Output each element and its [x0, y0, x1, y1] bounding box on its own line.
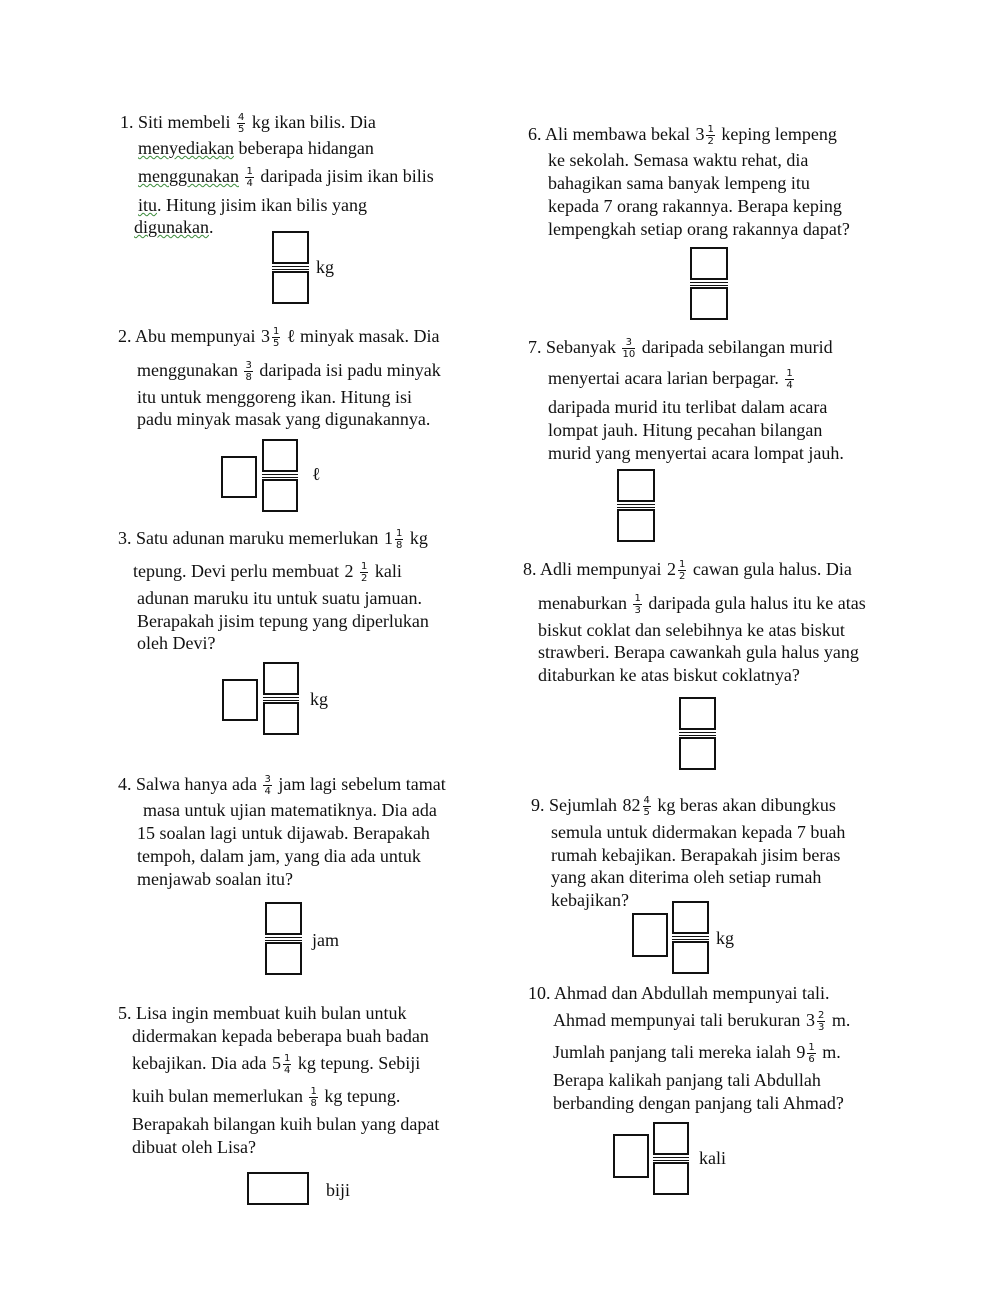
fraction-stack: [309, 1086, 317, 1109]
text: rumah kebajikan. Berapakah jisim beras: [551, 845, 841, 865]
text: Ali membawa bekal: [545, 124, 695, 144]
text: cawan gula halus. Dia: [688, 559, 852, 579]
fraction-stack: [643, 795, 651, 818]
question-text-line: [133, 560, 402, 584]
question-number: 2.: [118, 326, 132, 346]
text: itu untuk menggoreng ikan. Hitung isi: [137, 387, 412, 407]
fraction-bar: [262, 474, 298, 475]
text: menjawab soalan itu?: [137, 869, 293, 889]
numerator: 1: [310, 1086, 317, 1098]
fraction-bar: [265, 940, 302, 941]
text: kg ikan bilis. Dia: [247, 112, 376, 132]
question-text-line: [553, 1009, 850, 1033]
fraction-stack: [395, 528, 403, 551]
answer-unit: ℓ: [312, 464, 321, 484]
question-text-line: [118, 773, 446, 797]
answer-denominator-box[interactable]: [262, 479, 298, 512]
question-text-line: [553, 1069, 821, 1091]
text: Siti membeli: [138, 112, 235, 132]
whole-part: 2: [667, 559, 676, 579]
question-text-line: [132, 1052, 420, 1076]
question-text-line: [528, 336, 833, 360]
text: strawberi. Berapa cawankah gula halus yang: [538, 642, 859, 662]
text: Satu adunan maruku memerlukan: [136, 528, 383, 548]
denominator: 3: [634, 605, 641, 617]
question-text-line: [528, 982, 829, 1004]
fraction-bar: [672, 936, 709, 937]
question-text-line: [137, 822, 430, 844]
mixed-number: [260, 326, 282, 350]
fraction: [261, 774, 273, 798]
text: kebajikan. Dia ada: [132, 1053, 271, 1073]
question-number: 3.: [118, 528, 132, 548]
text: menaburkan: [538, 593, 632, 613]
answer-unit: kg: [716, 928, 734, 948]
question-number: 1.: [120, 112, 134, 132]
text: Berapa kalikah panjang tali Abdullah: [553, 1070, 821, 1090]
denominator: 5: [238, 124, 245, 136]
fraction-bar: [617, 504, 655, 505]
text: ditaburkan ke atas biskut coklatnya?: [538, 665, 800, 685]
mixed-number: [383, 528, 405, 552]
text: m.: [817, 1042, 841, 1062]
text: murid yang menyertai acara lompat jauh.: [548, 443, 844, 463]
text: biskut coklat dan selebihnya ke atas biskut: [538, 620, 845, 640]
text: lempengkah setiap orang rakannya dapat?: [548, 219, 850, 239]
numerator: 3: [622, 337, 635, 349]
answer-numerator-box[interactable]: [672, 901, 709, 934]
text: jam lagi sebelum tamat: [273, 774, 446, 794]
numerator: 1: [808, 1042, 815, 1054]
question-text-line: [138, 165, 434, 189]
text: Abu mempunyai: [135, 326, 260, 346]
fraction-bar: [672, 939, 709, 940]
answer-denominator-box[interactable]: [272, 271, 309, 304]
answer-denominator-box[interactable]: [617, 509, 655, 542]
denominator: 8: [310, 1098, 317, 1110]
whole-part: 82: [622, 795, 641, 815]
whole-part: 2: [344, 561, 358, 581]
question-text-line: [553, 1092, 844, 1114]
text: adunan maruku itu untuk suatu jamuan.: [137, 588, 422, 608]
text: kebajikan?: [551, 890, 629, 910]
fraction-stack: [706, 124, 714, 147]
text: Ahmad dan Abdullah mempunyai tali.: [554, 983, 830, 1003]
fraction-stack: [633, 593, 641, 616]
question-text-line: [132, 1136, 256, 1158]
text: Sebanyak: [546, 337, 621, 357]
denominator: 6: [808, 1054, 815, 1066]
text: tempoh, dalam jam, yang dia ada untuk: [137, 846, 421, 866]
fraction-bar: [679, 732, 716, 733]
question-text-line: [551, 889, 629, 911]
text: kepada 7 orang rakannya. Berapa keping: [548, 196, 842, 216]
question-text-line: [137, 359, 441, 383]
whole-part: 3: [261, 326, 270, 346]
question-text-line: [138, 137, 374, 159]
fraction-bar: [690, 285, 728, 286]
numerator: 1: [786, 368, 793, 380]
text: kg tepung.: [319, 1086, 401, 1106]
answer-denominator-box[interactable]: [653, 1162, 689, 1195]
spellcheck-word: menggunakan: [138, 166, 239, 186]
text: menggunakan: [137, 360, 243, 380]
fraction-bar: [617, 507, 655, 508]
fraction-bar: [265, 937, 302, 938]
numerator: 3: [245, 360, 252, 372]
text: semula untuk didermakan kepada 7 buah: [551, 822, 846, 842]
question-text-line: [538, 619, 845, 641]
mixed-number: [805, 1010, 827, 1034]
fraction-stack: [817, 1010, 825, 1033]
fraction-stack: [237, 112, 245, 135]
question-text-line: [548, 419, 822, 441]
fraction-stack: [244, 360, 252, 383]
question-text-line: [548, 218, 850, 240]
question-number: 7.: [528, 337, 542, 357]
numerator: 4: [238, 112, 245, 124]
question-text-line: [118, 325, 439, 349]
whole-part: 3: [695, 124, 705, 144]
answer-numerator-box[interactable]: [653, 1122, 689, 1155]
question-text-line: [143, 799, 437, 821]
numerator: 1: [273, 326, 280, 338]
text: .: [208, 217, 214, 237]
text: oleh Devi?: [137, 633, 216, 653]
text: masa untuk ujian matematiknya. Dia ada: [143, 800, 437, 820]
text: m.: [827, 1010, 851, 1030]
denominator: 4: [264, 786, 271, 798]
denominator: 4: [246, 178, 253, 190]
answer-numerator-box[interactable]: [272, 231, 309, 264]
question-text-line: [531, 794, 836, 818]
denominator: 2: [679, 571, 686, 583]
text: daripada jisim ikan bilis: [255, 166, 434, 186]
answer-unit: biji: [326, 1180, 351, 1200]
question-text-line: [137, 845, 421, 867]
fraction-bar: [272, 269, 309, 270]
question-text-line: [551, 844, 840, 866]
text: kg beras akan dibungkus: [652, 795, 836, 815]
text: kali: [370, 561, 402, 581]
fraction: [243, 166, 255, 190]
answer-denominator-box[interactable]: [265, 942, 302, 975]
text: daripada isi padu minyak: [254, 360, 441, 380]
numerator: 2: [817, 1010, 825, 1022]
question-text-line: [548, 442, 844, 464]
question-text-line: [523, 558, 852, 582]
whole-part: 1: [383, 528, 393, 548]
text: lompat jauh. Hitung pecahan bilangan: [548, 420, 823, 440]
question-text-line: [137, 408, 430, 430]
fraction-stack: [263, 774, 271, 797]
mixed-number: [795, 1042, 817, 1066]
whole-part: 9: [796, 1042, 806, 1062]
question-number: 4.: [118, 774, 132, 794]
question-number: 5.: [118, 1003, 132, 1023]
text: Berapakah jisim tepung yang diperlukan: [137, 611, 429, 631]
text: Lisa ingin membuat kuih bulan untuk: [136, 1003, 407, 1023]
text: berbanding dengan panjang tali Ahmad?: [553, 1093, 844, 1113]
numerator: 1: [283, 1053, 291, 1065]
text: Berapakah bilangan kuih bulan yang dapat: [132, 1114, 440, 1134]
text: Sejumlah: [549, 795, 622, 815]
question-text-line: [132, 1113, 439, 1135]
question-text-line: [132, 1025, 429, 1047]
text: Adli mempunyai: [540, 559, 666, 579]
answer-unit: kg: [316, 257, 334, 277]
fraction-stack: [785, 368, 793, 391]
question-number: 9.: [531, 795, 545, 815]
mixed-number: [271, 1053, 293, 1077]
question-text-line: [553, 1041, 841, 1065]
fraction-bar: [690, 282, 728, 283]
question-text-line: [548, 149, 808, 171]
denominator: 3: [817, 1022, 825, 1034]
denominator: 5: [273, 338, 280, 350]
numerator: 1: [634, 593, 641, 605]
denominator: 2: [707, 136, 714, 148]
text: kg tepung. Sebiji: [293, 1053, 421, 1073]
whole-part: 5: [271, 1053, 281, 1073]
answer-numerator-box[interactable]: [690, 247, 728, 280]
fraction: [235, 112, 247, 136]
answer-denominator-box[interactable]: [263, 702, 299, 735]
fraction-stack: [360, 561, 368, 584]
question-text-line: [548, 396, 827, 418]
numerator: 1: [246, 166, 253, 178]
question-number: 8.: [523, 559, 537, 579]
answer-whole-box[interactable]: [221, 456, 257, 498]
question-text-line: [138, 194, 367, 216]
question-text-line: [538, 641, 859, 663]
text: beberapa hidangan: [233, 138, 374, 158]
spellcheck-word: menyediakan: [138, 138, 234, 158]
question-text-line: [137, 868, 293, 890]
question-number: 6.: [528, 124, 542, 144]
spellcheck-word: digunakan: [134, 217, 209, 237]
denominator: 5: [643, 807, 650, 819]
answer-numerator-box[interactable]: [262, 439, 298, 472]
question-text-line: [134, 216, 213, 238]
numerator: 1: [679, 559, 686, 571]
spellcheck-word: itu: [138, 195, 158, 215]
question-text-line: [551, 821, 845, 843]
fraction-bar: [263, 697, 299, 698]
text: ke sekolah. Semasa waktu rehat, dia: [548, 150, 809, 170]
answer-unit: kali: [699, 1148, 726, 1168]
question-text-line: [118, 1002, 406, 1024]
question-text-line: [137, 610, 429, 632]
question-text-line: [137, 386, 412, 408]
answer-whole-box[interactable]: [222, 679, 258, 721]
mixed-number: [666, 559, 688, 583]
answer-whole-box[interactable]: [613, 1134, 649, 1178]
fraction-bar: [262, 477, 298, 478]
fraction-bar: [263, 700, 299, 701]
answer-numerator-box[interactable]: [265, 902, 302, 935]
text: . Hitung jisim ikan bilis yang: [157, 195, 368, 215]
denominator: 4: [283, 1065, 291, 1077]
question-text-line: [118, 527, 428, 551]
question-number: 10.: [528, 983, 551, 1003]
question-text-line: [551, 866, 821, 888]
fraction-stack: [807, 1042, 815, 1065]
answer-denominator-box[interactable]: [690, 287, 728, 320]
mixed-number: [694, 124, 716, 148]
text: daripada murid itu terlibat dalam acara: [548, 397, 828, 417]
text: ℓ minyak masak. Dia: [282, 326, 440, 346]
answer-denominator-box[interactable]: [672, 941, 709, 974]
text: Jumlah panjang tali mereka ialah: [553, 1042, 796, 1062]
question-text-line: [538, 592, 866, 616]
question-text-line: [528, 123, 837, 147]
answer-numerator-box[interactable]: [617, 469, 655, 502]
fraction-stack: [678, 559, 686, 582]
answer-denominator-box[interactable]: [679, 737, 716, 770]
fraction-stack: [245, 166, 253, 189]
fraction: [631, 593, 643, 617]
fraction-bar: [679, 735, 716, 736]
text: daripada gula halus itu ke atas: [643, 593, 866, 613]
question-text-line: [548, 172, 810, 194]
fraction-bar: [653, 1160, 689, 1161]
numerator: 1: [360, 561, 368, 573]
answer-whole-box[interactable]: [632, 913, 668, 957]
text: yang akan diterima oleh setiap rumah: [551, 867, 822, 887]
question-text-line: [548, 367, 796, 391]
text: bahagikan sama banyak lempeng itu: [548, 173, 810, 193]
text: kuih bulan memerlukan: [132, 1086, 308, 1106]
denominator: 2: [360, 573, 368, 585]
text: daripada sebilangan murid: [637, 337, 833, 357]
answer-unit: kg: [310, 689, 328, 709]
denominator: 8: [245, 372, 252, 384]
fraction: [783, 368, 795, 392]
question-text-line: [538, 664, 800, 686]
text: keping lempeng: [716, 124, 837, 144]
denominator: 4: [786, 380, 793, 392]
fraction: [307, 1086, 319, 1110]
fraction: [620, 337, 637, 361]
question-text-line: [132, 1085, 400, 1109]
denominator: 10: [622, 349, 636, 361]
text: Salwa hanya ada: [136, 774, 262, 794]
numerator: 3: [264, 774, 271, 786]
fraction: [242, 360, 254, 384]
question-text-line: [120, 111, 376, 135]
text: tepung. Devi perlu membuat: [133, 561, 344, 581]
fraction-bar: [272, 266, 309, 267]
numerator: 4: [643, 795, 650, 807]
question-text-line: [137, 632, 215, 654]
answer-whole-box[interactable]: [247, 1172, 309, 1205]
text: kg: [405, 528, 428, 548]
mixed-number: [343, 561, 370, 585]
denominator: 8: [395, 540, 403, 552]
numerator: 1: [707, 124, 714, 136]
mixed-number: [622, 795, 653, 819]
answer-unit: jam: [312, 930, 339, 950]
fraction-bar: [653, 1157, 689, 1158]
question-text-line: [137, 587, 422, 609]
text: padu minyak masak yang digunakannya.: [137, 409, 431, 429]
answer-numerator-box[interactable]: [263, 662, 299, 695]
text: menyertai acara larian berpagar.: [548, 368, 784, 388]
question-text-line: [548, 195, 842, 217]
text: dibuat oleh Lisa?: [132, 1137, 256, 1157]
numerator: 1: [395, 528, 403, 540]
answer-numerator-box[interactable]: [679, 697, 716, 730]
text: Ahmad mempunyai tali berukuran: [553, 1010, 805, 1030]
whole-part: 3: [805, 1010, 815, 1030]
text: didermakan kepada beberapa buah badan: [132, 1026, 429, 1046]
fraction-stack: [622, 337, 635, 360]
text: 15 soalan lagi untuk dijawab. Berapakah: [137, 823, 430, 843]
fraction-stack: [283, 1053, 291, 1076]
fraction-stack: [272, 326, 280, 349]
